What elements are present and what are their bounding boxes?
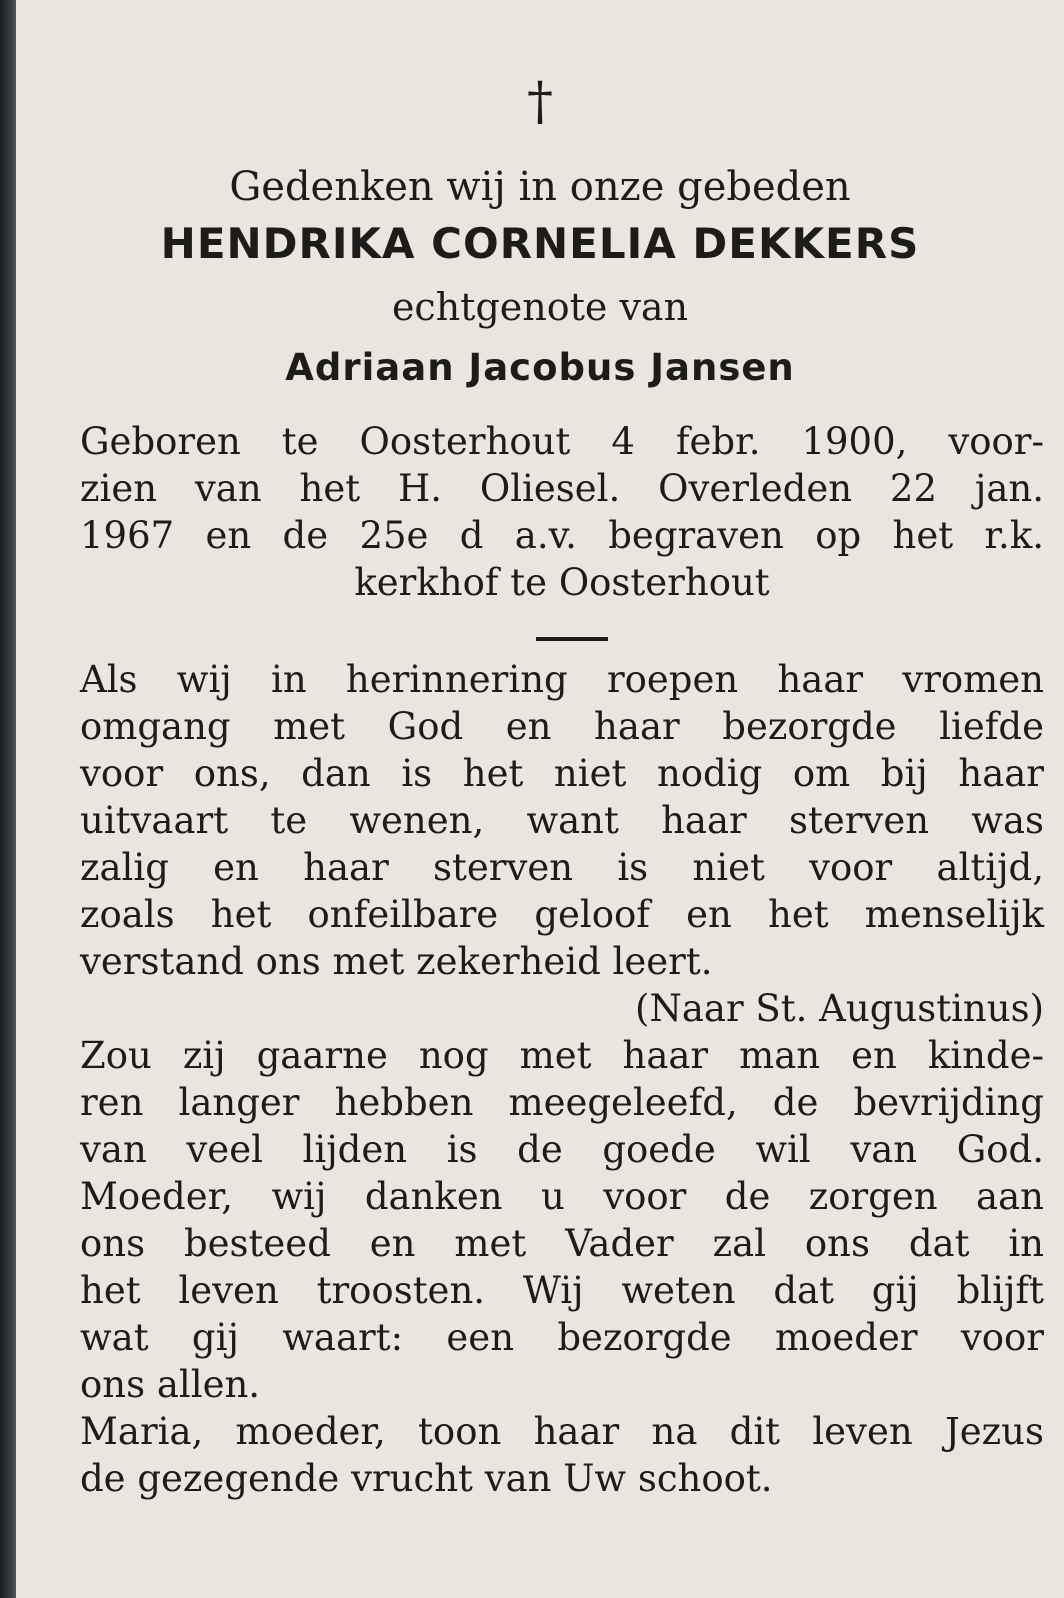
- spouse-label: echtgenote van: [391, 285, 689, 329]
- prayer-line: ren langer hebben meegeleefd, de bevrijding: [80, 1081, 1044, 1124]
- birth-line: 1967 en de 25e d a.v. begraven op het r.k.: [80, 514, 1044, 557]
- prayer-line: ons besteed en met Vader zal ons dat in: [80, 1222, 1044, 1265]
- quote-paragraph: [80, 656, 1044, 1032]
- quote-line: zalig en haar sterven is niet voor altijd,: [80, 846, 1044, 889]
- spouse-name: Adriaan Jacobus Jansen: [285, 346, 795, 389]
- quote-attribution: (Naar St. Augustinus): [635, 987, 1044, 1030]
- card-edge-shadow: [0, 0, 16, 1598]
- quote-line: uitvaart te wenen, want haar sterven was: [80, 799, 1044, 842]
- prayer-line: Moeder, wij danken u voor de zorgen aan: [80, 1175, 1044, 1218]
- quote-line: omgang met God en haar bezorgde liefde: [80, 705, 1044, 748]
- prayer-line: het leven troosten. Wij weten dat gij blijft: [80, 1269, 1044, 1312]
- deceased-name: HENDRIKA CORNELIA DEKKERS: [160, 219, 920, 268]
- intro-text: Gedenken wij in onze gebeden: [229, 164, 851, 210]
- birth-death-paragraph: [80, 418, 1044, 606]
- prayer-line: wat gij waart: een bezorgde moeder voor: [80, 1316, 1044, 1359]
- prayer-line: Maria, moeder, toon haar na dit leven Jezus: [80, 1410, 1044, 1453]
- quote-line: voor ons, dan is het niet nodig om bij haar: [80, 752, 1044, 795]
- quote-line: verstand ons met zekerheid leert.: [80, 940, 713, 983]
- prayer-line: Zou zij gaarne nog met haar man en kinde-: [80, 1034, 1044, 1077]
- memorial-card: [16, 0, 1064, 1598]
- quote-line: zoals het onfeilbare geloof en het menselijk: [80, 893, 1044, 936]
- birth-line: kerkhof te Oosterhout: [354, 561, 770, 604]
- birth-line: zien van het H. Oliesel. Overleden 22 jan.: [80, 467, 1044, 510]
- prayer-line: de gezegende vrucht van Uw schoot.: [80, 1457, 773, 1500]
- birth-line: Geboren te Oosterhout 4 febr. 1900, voor-: [80, 420, 1044, 463]
- prayer-line: van veel lijden is de goede wil van God.: [80, 1128, 1044, 1171]
- divider: [536, 637, 608, 641]
- cross-icon: †: [527, 72, 553, 132]
- prayer-line: ons allen.: [80, 1363, 261, 1406]
- prayer-paragraph: [80, 1032, 1044, 1502]
- quote-line: Als wij in herinnering roepen haar vromen: [80, 658, 1044, 701]
